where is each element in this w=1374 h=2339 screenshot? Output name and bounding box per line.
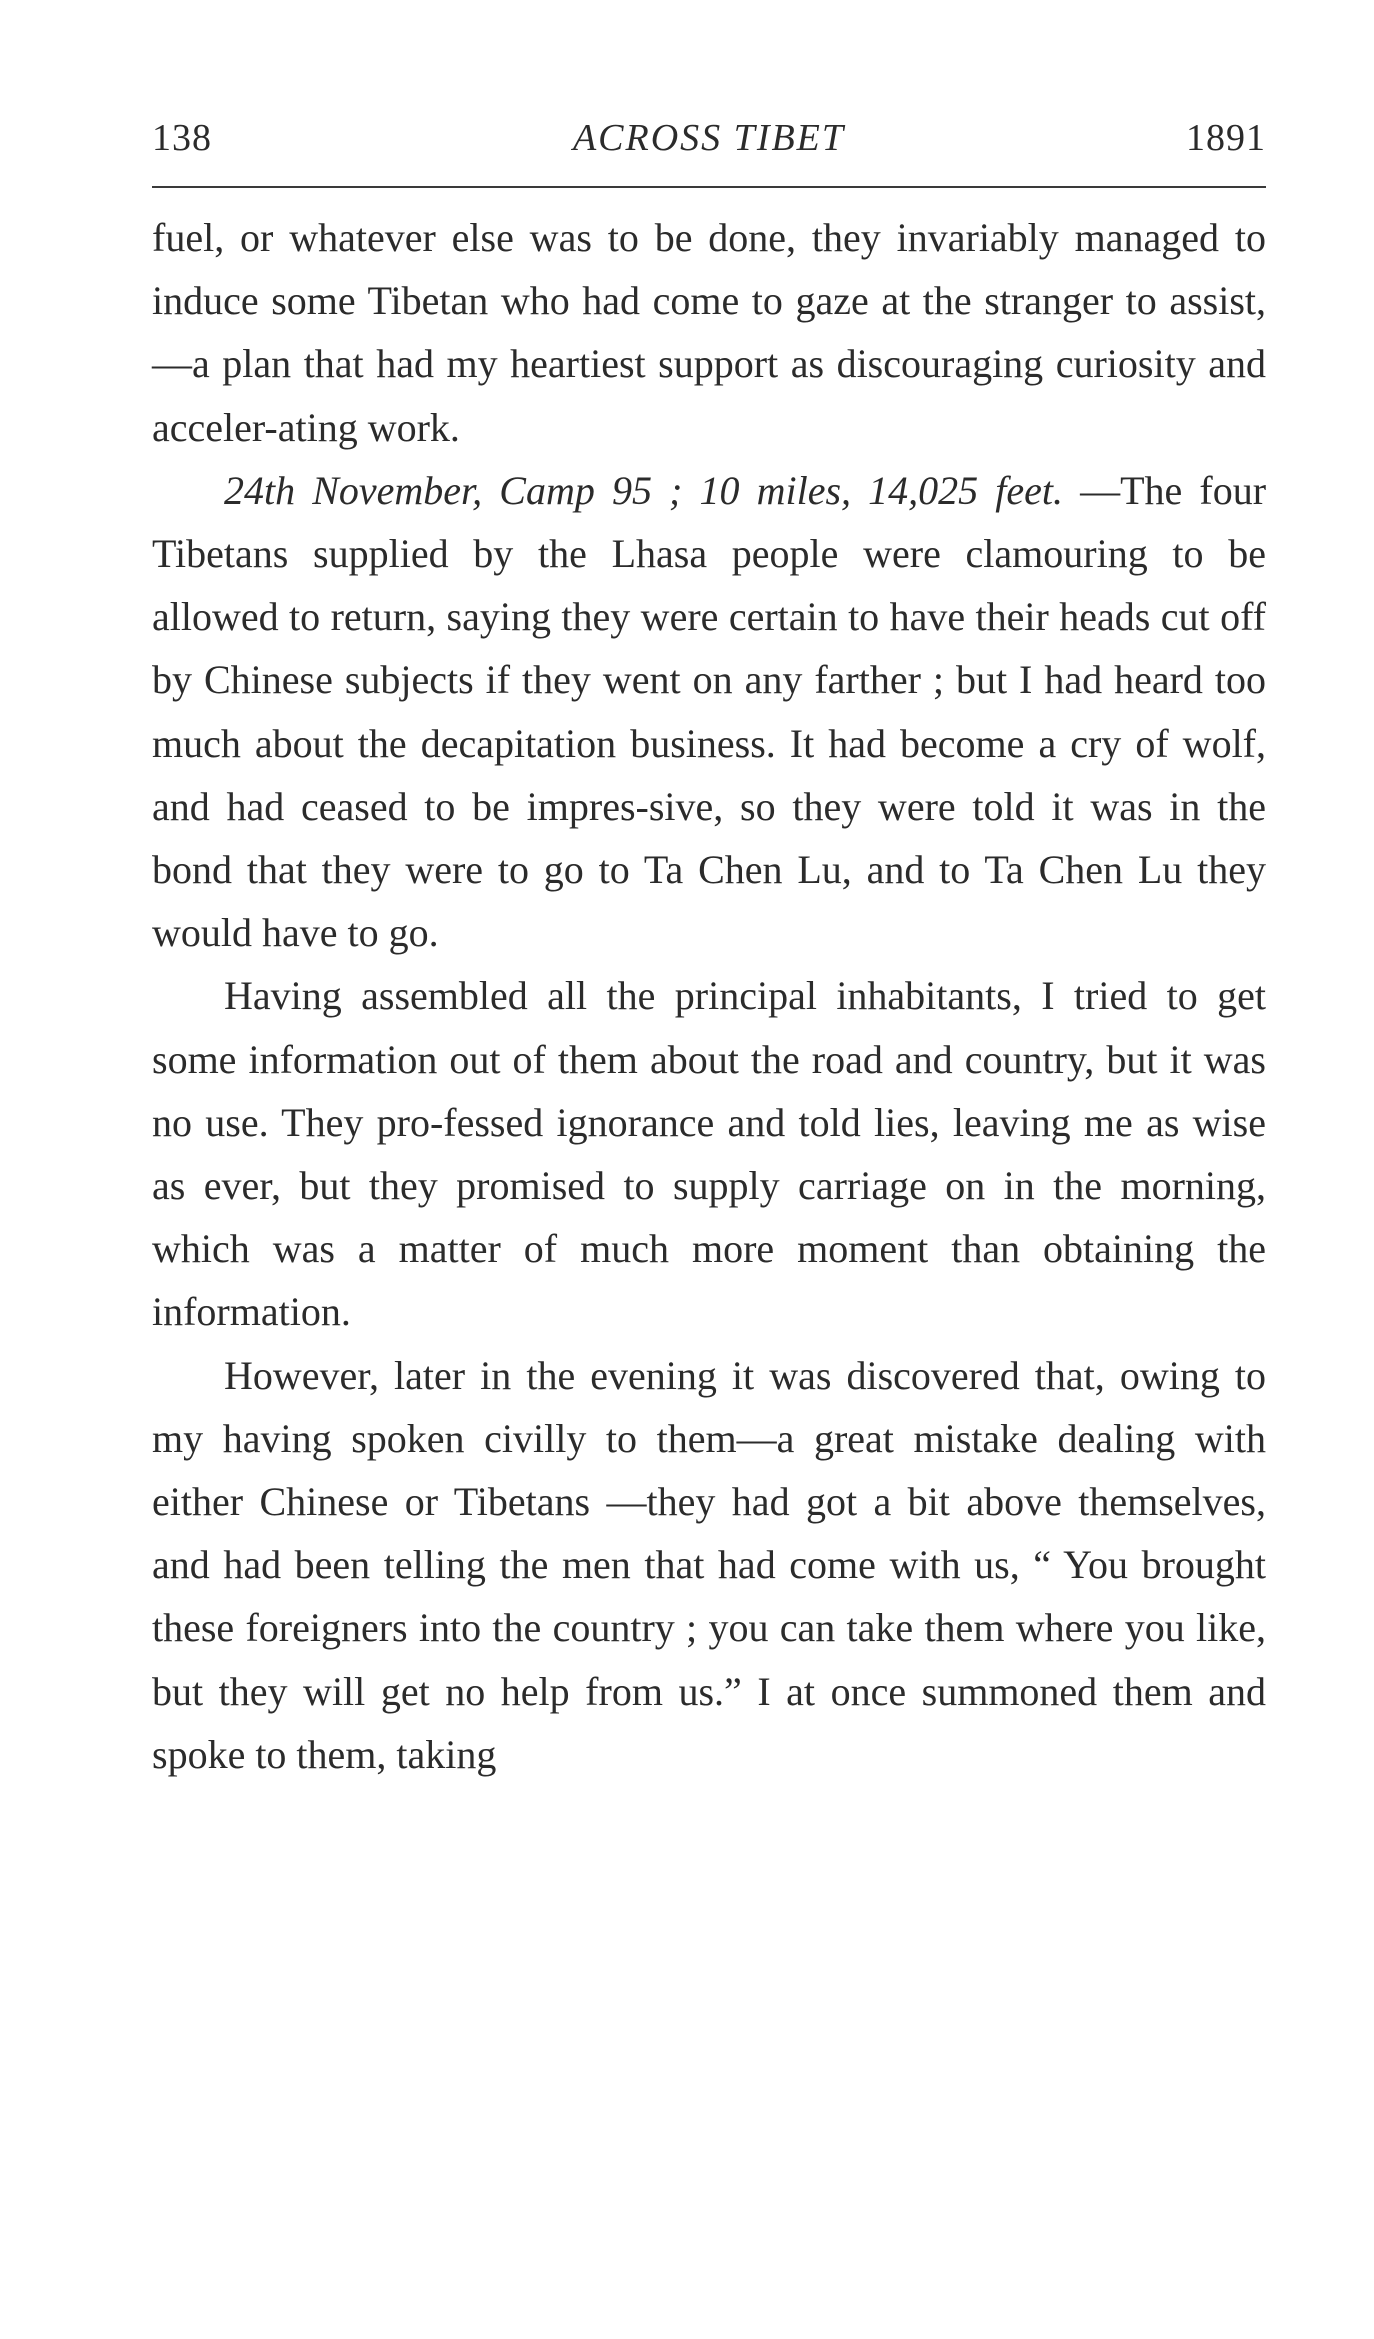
page-number: 138 <box>152 117 212 159</box>
body-text <box>152 206 1266 1786</box>
paragraph-2-text: —The four Tibetans supplied by the Lhasa people were clamouring to be allowed to return, saying they were certain to have their heads cut off by Chinese subjects if they went on any farther ; but I had heard too much about the decapitation business. It had become a cry of wolf, and had ceased to be impres-sive, so they were told it was in the bond that they were to go to Ta Chen Lu, and to Ta Chen Lu they would have to go. <box>152 467 1267 956</box>
running-head <box>152 112 1266 172</box>
header-rule <box>152 186 1266 188</box>
running-title: ACROSS TIBET <box>572 117 846 159</box>
paragraph-3: Having assembled all the principal inhabitants, I tried to get some information out of them about the road and country, but it was no use. They pro-fessed ignorance and told lies, leaving me as wise as ever, but they promised to supply carriage on in the morning, which was a matter of much more moment than obtaining the information. <box>152 973 1266 1335</box>
dateline: 24th November, Camp 95 ; 10 miles, 14,025 feet. <box>224 467 1063 513</box>
paragraph-2 <box>152 459 1266 965</box>
paragraph-1: fuel, or whatever else was to be done, they invariably managed to induce some Tibetan who had come to gaze at the stranger to assist,—a plan that had my heartiest support as discouraging curiosity and acceler-ating work. <box>152 215 1266 450</box>
paragraph-4: However, later in the evening it was discovered that, owing to my having spoken civilly to them—a great mistake dealing with either Chinese or Tibetans —they had got a bit above themselves, and had been telling the men that had come with us, “ You brought these foreigners into the country ; you can take them where you like, but they will get no help from us.” I at once summoned them and spoke to them, taking <box>152 1352 1266 1777</box>
running-year: 1891 <box>1186 117 1266 159</box>
